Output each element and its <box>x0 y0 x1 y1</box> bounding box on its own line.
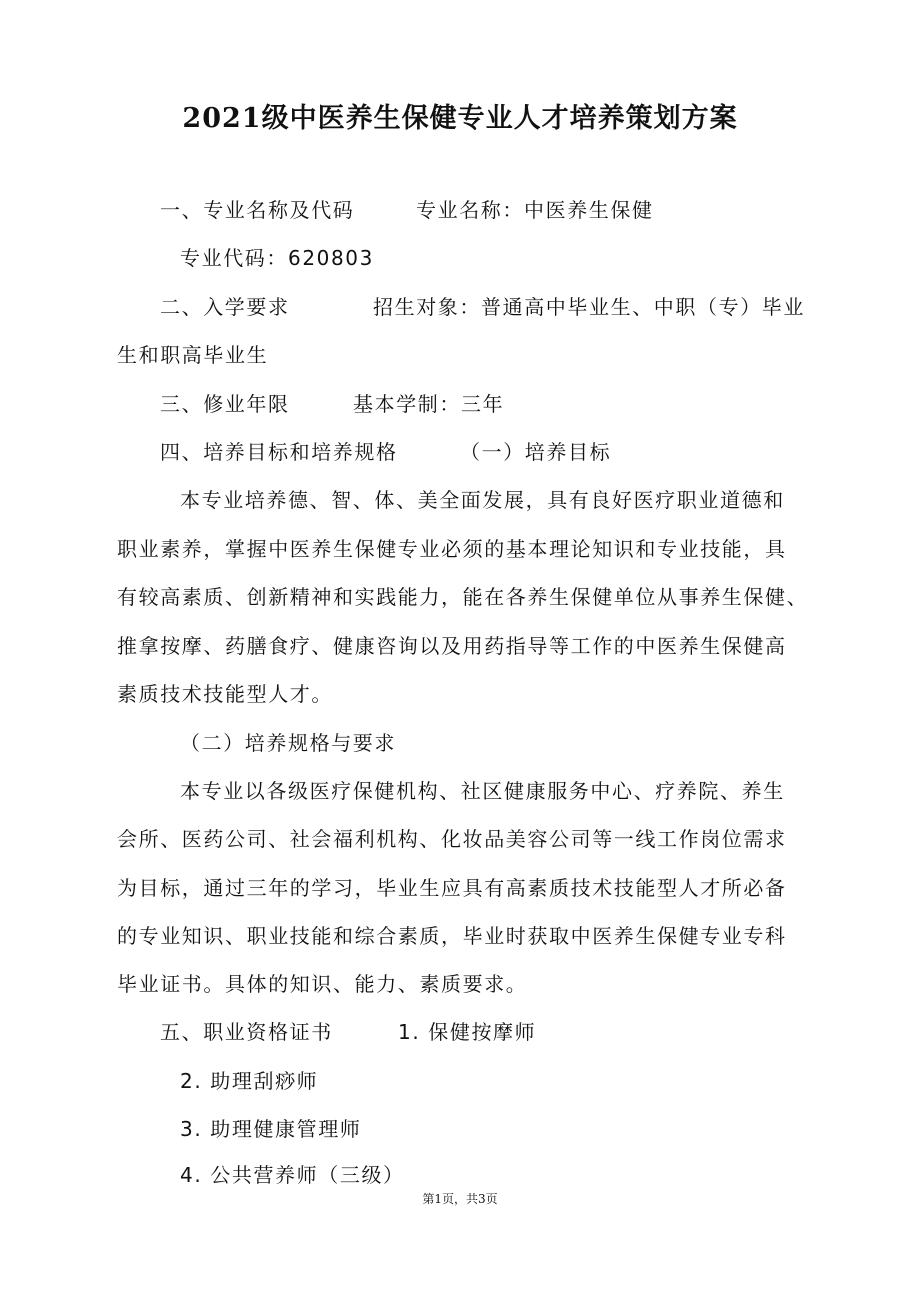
study-duration: 基本学制：三年 <box>353 392 505 416</box>
paragraph-line: 有较高素质、创新精神和实践能力，能在各养生保健单位从事养生保健、 <box>117 585 809 609</box>
certificate-item: 3. 助理健康管理师 <box>180 1117 362 1141</box>
section-5-heading: 五、职业资格证书 <box>160 1020 333 1044</box>
paragraph-line: 素质技术技能型人才。 <box>117 682 333 706</box>
certificate-item: 4. 公共营养师（三级） <box>180 1163 405 1187</box>
document-title: 2021级中医养生保健专业人才培养策划方案 <box>182 103 738 134</box>
paragraph-line: 为目标，通过三年的学习，毕业生应具有高素质技术技能型人才所必备 <box>117 876 787 900</box>
subsection-training-spec: （二）培养规格与要求 <box>180 731 396 755</box>
section-1-heading: 一、专业名称及代码 <box>160 198 355 222</box>
paragraph-line: 推拿按摩、药膳食疗、健康咨询以及用药指导等工作的中医养生保健高 <box>117 634 787 658</box>
page-footer: 第1页，共3页 <box>422 1192 498 1206</box>
paragraph-line: 会所、医药公司、社会福利机构、化妆品美容公司等一线工作岗位需求 <box>117 827 787 851</box>
paragraph-line: 的专业知识、职业技能和综合素质，毕业时获取中医养生保健专业专科 <box>117 924 787 948</box>
section-4-heading: 四、培养目标和培养规格 <box>160 440 398 464</box>
major-name-line: 专业名称：中医养生保健 <box>416 198 654 222</box>
section-2-heading: 二、入学要求 <box>160 295 290 319</box>
paragraph-line: 毕业证书。具体的知识、能力、素质要求。 <box>117 972 528 996</box>
certificate-item: 2. 助理刮痧师 <box>180 1069 319 1093</box>
subsection-training-goal: （一）培养目标 <box>460 440 612 464</box>
paragraph-line: 本专业以各级医疗保健机构、社区健康服务中心、疗养院、养生 <box>180 779 785 803</box>
section-3-heading: 三、修业年限 <box>160 392 290 416</box>
certificate-item: 1. 保健按摩师 <box>398 1020 537 1044</box>
paragraph-line: 本专业培养德、智、体、美全面发展，具有良好医疗职业道德和 <box>180 488 785 512</box>
admission-line-2: 生和职高毕业生 <box>117 343 269 367</box>
paragraph-line: 职业素养，掌握中医养生保健专业必须的基本理论知识和专业技能，具 <box>117 537 787 561</box>
admission-line-1: 招生对象：普通高中毕业生、中职（专）毕业 <box>373 295 805 319</box>
major-code-line: 专业代码：620803 <box>180 246 374 270</box>
